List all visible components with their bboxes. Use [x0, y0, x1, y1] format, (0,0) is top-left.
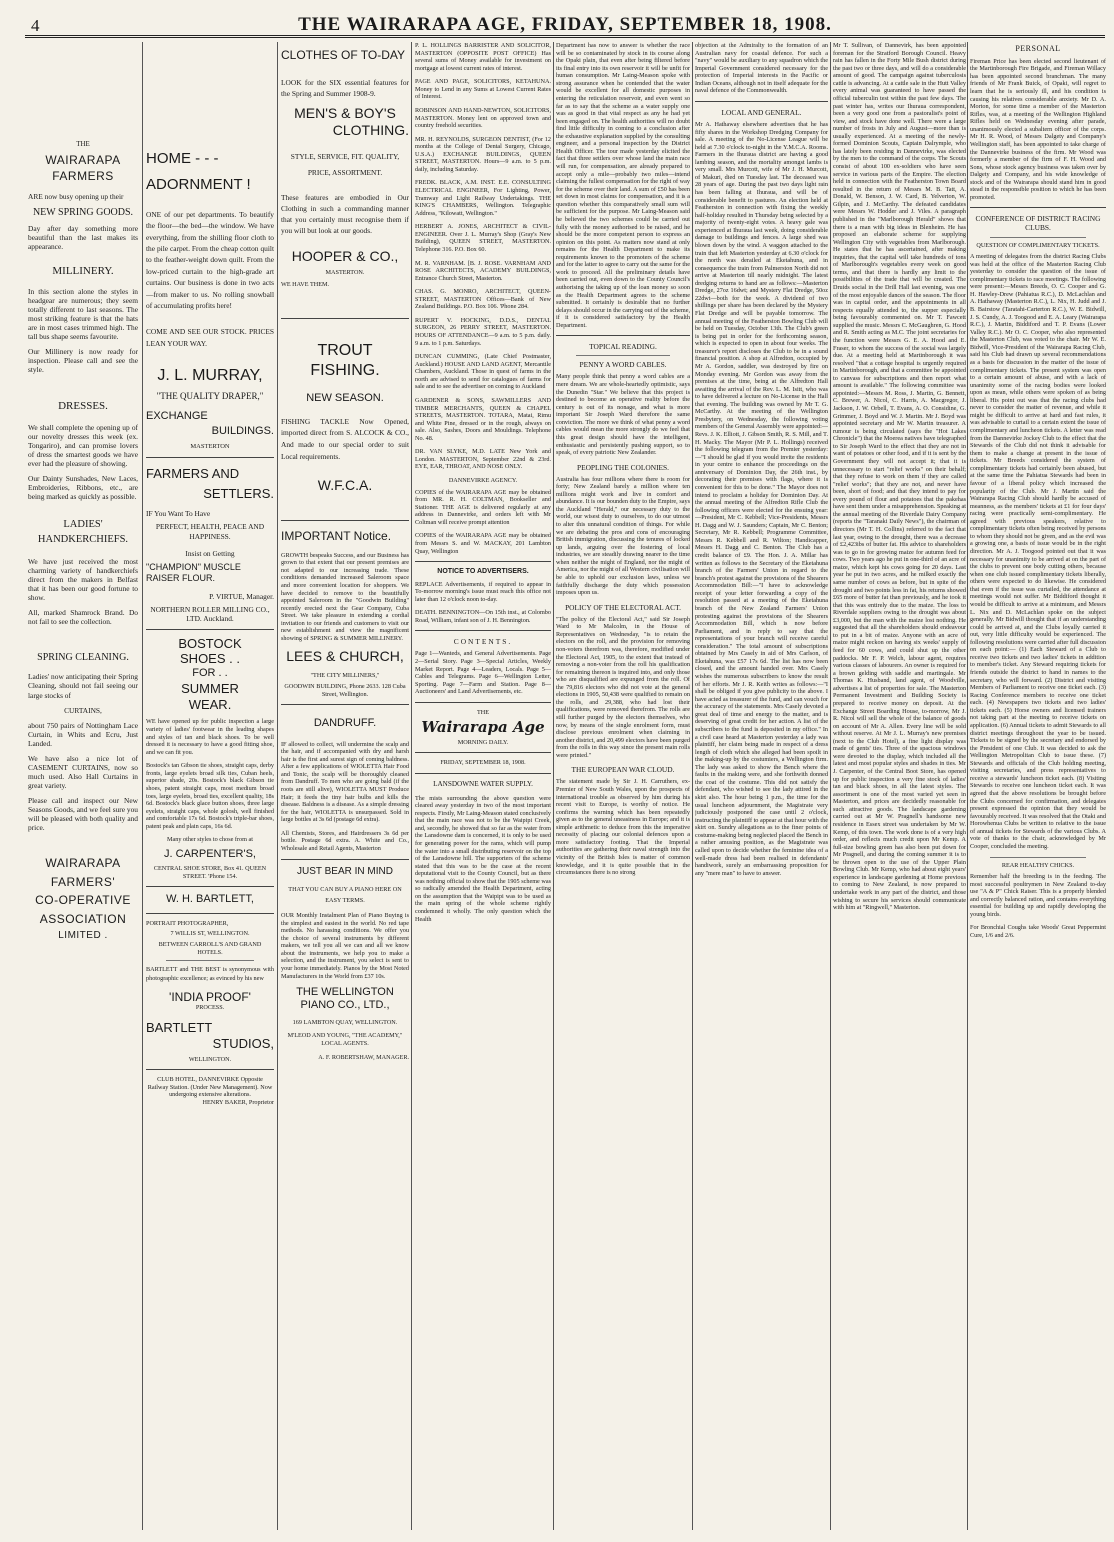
spring-cleaning-text: Ladies' now anticipating their Spring Cleaning, should not fail seeing our large stocks of	[28, 672, 138, 700]
divider	[281, 520, 409, 521]
peopling-heading: PEOPLING THE COLONIES.	[576, 462, 670, 472]
curtains-heading: CURTAINS,	[64, 705, 102, 715]
advert-heading-farmers: FARMERS	[52, 169, 114, 184]
war-cloud-heading: THE EUROPEAN WAR CLOUD.	[571, 765, 675, 775]
divider	[415, 702, 551, 703]
wellington-piano-co: THE WELLINGTON PIANO CO., LTD.,	[296, 986, 394, 1012]
mleod-young: M'LEOD AND YOUNG, "THE ACADEMY," LOCAL AGENTS.	[287, 1032, 403, 1048]
quality-draper: "THE QUALITY DRAPER,"	[156, 391, 264, 402]
divider	[146, 1069, 274, 1070]
card-monro: CHAS. G. MONRO, ARCHITECT, QUEEN-STREET, MASTERTON Offices—Bank of New Zealand Buildings. P.O. Box 106. 'Phone 284.	[415, 288, 551, 311]
have-them: WE HAVE THEM.	[281, 280, 330, 288]
coop-name-1: WAIRARAPA	[45, 855, 121, 870]
clothes-heading: CLOTHES OF TO-DAY	[281, 48, 406, 62]
india-proof: 'INDIA PROOF'	[169, 989, 251, 1004]
column-local-general	[695, 42, 828, 1530]
millinery-text: In this section alone the styles in headgear are numerous; they seem totally different to last seasons. The most striking feature is that the hats are in most cases trimmed high. The tall bus shape seems favourite.	[28, 286, 138, 341]
divider	[281, 859, 409, 860]
coop-name-4: ASSOCIATION	[39, 911, 127, 926]
exchange-label: EXCHANGE	[146, 409, 208, 422]
peopling-text: Australia has four millions where there is room for forty; New Zealand barely a million where ten millions might work and live in comfort and abundance. It is our bounden duty to the Empire, says the Auckland "Herald," our necessary duty to the world, our wisest duty to ourselves, to do our utmost to alter this unnatural condition of things. For while we are debating the pros and cons of encouraging British immigration, discussing the tenures of locked up lands, arguing over the fostering of local industries, we are steadily drawing nearer to the time when neither the might of England, nor the might of America, nor the might of all Western civilisation will be able to uphold our exclusion laws, unless we faithfully discharge the duty which possession imposes upon us.	[556, 475, 690, 597]
chicks-heading: REAR HEALTHY CHICKS.	[1001, 861, 1075, 869]
column-professional-cards	[415, 42, 551, 1530]
page-number: 4	[31, 16, 40, 35]
card-van-slyke: DR. VAN SLYKE, M.D. LATE New York and London. MASTERTON, September 22nd & 23rd. EYE, EAR, THROAT, AND NOSE ONLY.	[415, 448, 551, 471]
buy-piano: THAT YOU CAN BUY A PIANO HERE ON EASY TERMS.	[288, 885, 402, 904]
divider	[146, 629, 274, 630]
goodwin-building: GOODWIN BUILDING, Phone 2633. 128 Cuba Street, Wellington.	[284, 683, 406, 698]
personal-heading: PERSONAL	[1015, 44, 1061, 53]
willis-street: 7 WILLIS ST, WELLINGTON.	[170, 930, 250, 938]
issue-date: FRIDAY, SEPTEMBER 18, 1908.	[440, 759, 526, 767]
intro-text: ARE now busy opening up their	[28, 191, 124, 201]
card-reynolds: MR. H. REYNOLDS, SURGEON DENTIST, (For 12 months at the College of Dental Surgery, Chicago, U.S.A.) EXCHANGE BUILDINGS, QUEEN STREET, MASTERTON. Hours—9 a.m. to 5 p.m. daily, including Saturday.	[415, 135, 551, 173]
card-varnham: M. R. VARNHAM. [B. J. ROSE. VARNHAM AND ROSE ARCHITECTS, ACADEMY BUILDINGS, Entrance Church Street, Masterton.	[415, 259, 551, 282]
divider	[415, 773, 551, 774]
conference-heading: CONFERENCE OF DISTRICT RACING CLUBS.	[975, 214, 1101, 233]
electoral-heading: POLICY OF THE ELECTORAL ACT.	[565, 602, 681, 612]
millinery-text-2: Our Millinery is now ready for inspection. Please call and see the style.	[28, 346, 138, 374]
monthly-plan-text: OUR Monthly Instalment Plan of Piano Buying is the simplest and easiest in the world. No red tape methods. No harassing conditions. We offer you the choice of several instruments by different makers, we tell you all we can and all we know about the instruments, we help you to make a selection, and the instrument, you select is sent to your home immediately. Pianos by the Most Noted Manufacturers in the World from £37 10s.	[281, 912, 409, 980]
column-rule	[277, 42, 278, 1530]
chicks-text: Remember half the breeding is in the feeding. The most successful poultrymen in New Zealand to-day use "A & P" Chick Raiser. This is a properly blended and correctly balanced ration, and contains everything essential for building up and rapidly developing the young birds.	[970, 873, 1106, 918]
wfca-label: W.F.C.A.	[317, 477, 373, 494]
dandruff-text: IF allowed to collect, will undermine the scalp and the hair, and if accompanied with dry and harsh hair is the first and surest sign of coming baldness. After a few applications of WIOLETTA Hair Food and Tonic, the scalp will be thoroughly cleaned from Dandruff. To men who are going bald (if the roots are still alive), WIOLETTA MUST Produce Hair; it feeds the tiny hair bulbs and kills the disease. Baldness is a disease. As a simple dressing for the hair, WIOLETTA is unsurpassed. Sold in large bottles at 3s 6d (postage 6d extra).	[281, 740, 409, 824]
growth-text: GROWTH bespeaks Success, and our Business has grown to that extent that our present premises are not adapted to our increasing trade. These conditions demanded increased Saleroom space and more convenient location for shoppers. We have decided to remove to the beautifully appointed Saleroom in the "Goodwin Building" recently erected next the Gear Company, Cuba Street. We take pleasure in extending a cordial invitation to our friends and customers to visit our new establishment and view the magnificent showing of SPRING & SUMMER MILLINERY.	[281, 551, 409, 642]
newspaper-title: THE WAIRARAPA AGE, FRIDAY, SEPTEMBER 18, 1908.	[298, 14, 832, 35]
spring-goods-heading: NEW SPRING GOODS.	[32, 206, 134, 218]
robertshaw-manager: A. F. ROBERTSHAW, MANAGER.	[318, 1053, 409, 1061]
card-cumming: DUNCAN CUMMING, (Late Chief Postmaster, Auckland.) HOUSE AND LAND AGENT, Mercantile Chambers, Auckland. Those in quest of farms in the north are advised to send for catalogues of farms for sale and to see the advertiser on coming to Auckland	[415, 353, 551, 391]
process-label: PROCESS.	[195, 1004, 225, 1012]
bostock-heading-2: SHOES . .	[180, 651, 240, 667]
editorial-continued: Department has now to answer is whether the race will be so contaminated by stock in its course along the Opaki plain, that even after being filtered before its final entry into its own reservoir it will be unfit for human consumption. Mr Laing-Meason spoke with strong assurance when he contended that the water would be excellent for all domestic purposes in entering the reticulation reservoir, and even went so far as to say that the scheme as a water supply one was as good in that vital respect as any he had yet been engaged on. The health authorities will no doubt find little difficulty in coming to a conclusion after the exhaustive explanation supplied by the consulting engineer, and a personal inspection by the District Health Officer. The tour made yesterday elicited the fact that three settlers over whose land the main race will run, for compensation, are already prepared to accept only a mile—probably two miles—intend claiming the fullest compensation for the right of way for the scheme over their land. A sum of £50 has been set down in most claims for compensation, and it is a question whether this comparatively small sum will be sufficient for the purpose. Mr Laing-Meason said he believed the two schemes could be carried out fully with the money authorised to be raised, and he should be the more competent person to express an opinion on this point. As matters now stand at only remains for the Health Department to make its requirements known to the promoters of the scheme and for the latter to agree to carry out the same for the work to proceed. All the preliminary details have been carried out, even down to the County Council's authorising the taking up of the loan money so soon as the Health Department agrees to the scheme submitted. It certainly is desirable that no further delays should occur in the carrying out of the scheme, if it is considered satisfactory by the Health Department.	[556, 42, 690, 329]
column-clothing-adverts	[281, 42, 409, 1530]
farmers-heading: FARMERS AND	[146, 465, 240, 481]
war-cloud-continued: objection at the Admiralty to the formation of an Australian navy for coastal defence. For such a "navy" would be auxiliary to any squadron which the Imperial Government considered necessary for the protection of Imperial interests in the Pacific or Indian Oceans, although not in itself adequate for the naval defence of the Commonwealth.	[695, 42, 828, 95]
divider	[695, 101, 828, 102]
new-season: NEW SEASON.	[306, 392, 384, 405]
war-cloud-text: The statement made by Sir J. H. Carruthers, ex-Premier of New South Wales, upon the prospects of international trouble as observed by him during his recent visit to Europe, is worthy of notice. He confirms the warning which has been repeatedly given as to the general uneasiness in Europe; and it is simple arithmetic to deduce from this the imperative necessity of placing our colonial defences upon a more satisfactory footing. That the Imperial authorities are gathering their naval strength into the vicinity of the British Isles is matter of common knowledge, and it is quite possible that in the circumstances there is no strong	[556, 778, 690, 877]
fishing-heading: FISHING.	[310, 361, 380, 379]
bostock-heading-3: FOR . .	[192, 667, 228, 680]
column-rule	[411, 42, 412, 1530]
carpenter-name: J. CARPENTER'S,	[164, 847, 256, 860]
casement-text: We have also a nice lot of CASEMENT CURTAINS, now so much used. Also Hall Curtains in great variety.	[28, 753, 138, 790]
divider	[990, 857, 1086, 858]
complimentary-tickets-heading: QUESTION OF COMPLIMENTARY TICKETS.	[976, 241, 1100, 249]
contents-heading: CONTENTS.	[453, 637, 513, 647]
coop-name-5: LIMITED .	[58, 930, 108, 942]
virtue-manager: P. VIRTUE, Manager.	[209, 591, 274, 601]
studios-heading-1: BARTLETT	[146, 1019, 213, 1035]
penny-cables-text: Many people think that penny a word cables are a mere dream. We are whole-heartedly optimistic, says the Dunedin "Star." We believe that this project is destined to become an operative reality before the century is out of its nonage, and what is more important Sir Joseph Ward therefore the same conviction. The more we think of what penny a word cables would mean the more strongly do we feel that this great design should have the intelligent, enthusiastic and persistently pushing support, so to speak, of every patriotic New Zealander.	[556, 373, 690, 457]
card-hollings: P. L. HOLLINGS BARRISTER AND SOLICITOR, MASTERTON (OPPOSITE POST OFFICE) Has several sums of Money available for investment on mortgage at lowest current rates of interest.	[415, 42, 551, 72]
look-text: LOOK for the SIX essential features for the Spring and Summer 1908-9.	[281, 77, 409, 98]
lambton-quay: 169 LAMBTON QUAY, WELLINGTON.	[292, 1018, 398, 1026]
divider	[281, 704, 409, 705]
column-rule	[553, 42, 554, 1530]
local-general-continued: Mr T. Sullivan, of Dannevirk, has been appointed foreman for the Stratford Borough Council. Heavy rain has fallen in the Forty Mile Bush district during the past two or three days, and will do a considerable amount of good. The campaign against tuberculosis cattle is advancing. At a cattle sale in the Hutt Valley every animal was guaranteed to have passed the official tuberculin test within the past few days. The past winter has, writes our Ihuraua correspondent, been a very good one from a pastoralist's point of view, and stock have done well. There were a large number of frosts in July and August—more than is usually experienced. At a meeting of the newly-formed Dominion Scouts, Captain Dalrymple, who has lately been residing in Dannevirke, was elected by the men to the command of the corps. The Scouts consist of about 100 ex-soldiers who have seen service in various parts of the Empire. The election held in connection with the Featherston Town Board resulted in the return of Messrs M. B. Tatt, A. Donald, W. Benson, J. W. Card, B. Yelverton, W. Gilpin, and J. McCarthy. The defeated candidates were Messrs W. Hodder and J. Viles. A paragraph published in the "Marlborough Herald" shows that there is a man with big ideas in Blenheim. He has proposed an elaborate scheme for supplying Wellington City with vegetables from Marlborough. He states that he has ascertained, after making inquiries, that the capital will take hundreds of tons of Marlborough's vegetables every week on good terms, and that there is hardly any limit to the possibilities of the trade that will be created. The Druids social in the Drill Hall last evening, was one of the most enjoyable dances of the season. The floor was in capital order, and the appointments in all respects equally attended to, the supper especially being favourably commented on. Mr T. Fawcett supplied the music. Messrs C. McGaughren, G. Hood and R. Smith acting as M.C. The joint secretaries for the function were Messrs G. E. A. Hood and E. Fraser, to whom the success of the social was largely due. At a meeting held at Martinborough it was resolved "that a cottage hospital is urgently required in Martinborough, and that a committee be appointed to canvass for subscriptions and then report what amount is available." The following committee was appointed:—Messrs M. Ross, J. Martin, G. Bennett, C. Brewer, A. Nicol, C. Harris, A. Macgregor, J. Jackson, J. W. Orbell, T. Evans, A. O. Considine, G. Grimmer, J. Boyd and W. J. Martin. Mr J. Boyd was appointed secretary and Mr W. Martin treasurer. A rumour is being circulated (says the "Hot Lakes Chronicle") that the Moerea natives have telegraphed to Sir Joseph Ward to the effect that they are not in want of potatoes or other food, and if it is sent by the Government they will not accept it; that it is unnecessary to start "relief works" on their behalf; that they refuse to work on them if they are called "relief works"; that they are not, and never have been, short of food; and that they intend to pay for every pound of flour and potatoes that the pakehas have sent them under a misapprehension. Speaking at the annual meeting of the Riverdale Dairy Company (reports the "Taranaki Daily News"), the chairman of directors (Mr T. H. Collins) referred to the fact that last year, owing to the drought, there was a decrease of £2,423ibs of butter fat. His advice to shareholders was to go in for growing maize for autumn feed for cows. Two years ago he put in one-third of an acre of maize, which kept his cows going for 20 days. Last year he put in two acres, and he milked exactly the same number of cows as before, but in spite of the drought and two points less in fat, his returns showed £65 more of butter fat than previously, and he took it that this was entirely due to the maize. The loss to Riverdale suppliers owing to the drought was about £3,000, but the man with the maize lost nothing. He suggested that all the shareholders should endeavour to put in a bit of maize. Anyone with an acre of maize might reckon on having six weeks' supply of feed for 60 cows, and could shut up the other paddocks. Mr F. P. Welch, labour agent, requires various classes of labourers. An owner is required for a brown gelding with saddle and martingale. Mr Thomas K. Husband, land agent, of Woodville, advertises a list of properties for sale. The Masterton Permanent Investment and Building Society is prepared to receive money on deposit. At the Exchange Street Boarding House, to-morrow, Mr J. R. Nicol will sell the whole of the balance of goods on account of Mr A. Allen. Every line will be sold without reserve. At Mr J. L. Murray's new premises (next to the Club Hotel), a fine light display was made of gents' ties. Three of the spacious windows were devoted to the display, which included all the latest and most popular styles and shades in ties. Mr J. Carpenter, of the Central Boot Store, has opened up for public inspection a very fine stock of ladies' tan and black shoes, in all the latest styles. The assortment is one of the most varied yet seen in Masterton, and prices are decidedly reasonable for such attractive goods. The landscape gardening carried out at Mr W. Pragnell's handsome new residence in Essex street was undertaken by Mr W. Kemp, of this town. The work done is of a very high order, and reflects much credit upon Mr Kemp. A full-size bowling green has also been put down for Mr Pragnell, and during the coming summer it is to be thrown open to the use of the Upper Plain Bowling Club. Mr Kemp, who had about eight years' experience in landscape gardening at Home previous to coming to New Zealand, is now prepared to undertake work in any part of the district, and those wishing to secure his services should communicate with him at "Ringwell," Masterton.	[833, 42, 966, 912]
studios-location: WELLINGTON.	[188, 1055, 232, 1063]
murray-location: MASTERTON	[190, 442, 230, 450]
embodied-text: These features are embodied in Our Clothing in such a commanding manner that you certainly must recognise them if you will but look at our goods.	[281, 192, 409, 235]
copies-coltman: COPIES of the WAIRARAPA AGE may be obtained from MR. R. H. COLTMAN, Bookseller and Stationer. THE AGE is delivered regularly at any address in Dannevirke, and orders left with Mr Coltman will receive prompt attention	[415, 488, 551, 526]
portrait-photographer: PORTRAIT PHOTOGRAPHER,	[146, 919, 229, 927]
card-black: FREDK. BLACK, A.M. INST. E.E. CONSULTING ELECTRICAL ENGINEER, For Lighting, Power, Tramway and Light Railway Undertakings. THE KING'S CHAMBERS, Wellington. Telegraphic Address, "Kilowatt, Wellington."	[415, 179, 551, 217]
bartlett-best: BARTLETT and THE BEST is synonymous with photographic excellence; as evinced by his new	[146, 966, 274, 983]
card-gardener: GARDENER & SONS, SAWMILLERS AND TIMBER MERCHANTS, QUEEN & CHAPEL STREETS, MASTERTON. TOTARA, Matai, Rimu and White Pine, dressed or in the rough, always on sale. Also, Sashes, Doors and Mouldings. Telephone No. 48.	[415, 396, 551, 442]
card-jones: HERBERT A. JONES, ARCHITECT & CIVIL-ENGINEER. Over J. L. Murray's Shop (Gray's New Building), QUEEN STREET, MASTERTON. Telephone 316. P.O. Box 60.	[415, 223, 551, 253]
divider	[556, 335, 690, 336]
penny-cables-heading: PENNY A WORD CABLES.	[579, 360, 667, 370]
important-notice-heading: IMPORTANT Notice.	[281, 529, 392, 544]
dresses-heading: DRESSES.	[58, 399, 108, 412]
local-general-heading: LOCAL AND GENERAL.	[721, 107, 802, 117]
divider	[146, 913, 274, 914]
column-rule	[967, 42, 968, 1530]
morning-daily: MORNING DAILY.	[457, 738, 509, 746]
come-and-see-text: COME AND SEE OUR STOCK. PRICES LEAN YOUR WAY.	[146, 326, 274, 348]
divider	[415, 752, 551, 753]
millinery-heading: MILLINERY.	[52, 265, 114, 278]
copies-mackay: COPIES of the WAIRARAPA AGE may be obtained from Messrs S. and W. MACKAY, 201 Lambton Quay, Wellington	[415, 532, 551, 555]
card-hocking: RUPERT V. HOCKING, D.D.S., DENTAL SURGEON, 26 PERRY STREET, MASTERTON. HOURS OF ATTENDANCE—9 a.m. to 5 p.m. daily. 9 a.m. to 1 p.m. Saturdays.	[415, 316, 551, 347]
buildings-label: BUILDINGS.	[211, 425, 274, 438]
hooper-location: MASTERTON.	[325, 269, 365, 277]
home-text: ONE of our pet departments. To beautify the floor—the bed—the window. We have everything, from the shilling floor cloth to the pile carpet. From the cheap cotton quilt to the feather-weight down quilt. From the low-priced curtain to the high-grade art curtains. Our business is done in two acts—from maker to us. No rolling snowball of accumulating profits here!	[146, 209, 274, 311]
card-robinson: ROBINSON AND HAND-NEWTON, SOLICITORS, MASTERTON. Money lent on approved town and country freehold securities.	[415, 106, 551, 130]
conference-text: A meeting of delegates from the district Racing Clubs was held at the office of the Masterton Racing Club yesterday to consider the question of the issue of complimentary tickets to race meetings. The following were present:—Messrs Breeds, O. C. Cooper and G. H. Hawley-Drew (Pahiatua R.C.), D. McLachlan and A. Hathaway (Masterton R.C.), L. Nix, H. Judd and J. B. Bairstow (Taratahi-Carterton R.C.), W. E. Bidwill, J. S. Cundy, A. J. Toogood and E. A. Leary (Wairarapa R.C.), J. Martin, Biddiford and T. P. Evans (Lower Valley R.C.). Mr O. C. Cooper, who also represented the Masterton Club, was voted to the chair. Mr W. E. Bidwill, Vice-President of the Wairarapa Racing Club, said his Club had drawn up several recommendations as a basis for discussion in the matter of the issue of complimentary tickets. The present system was open to a certain amount of abuse, and with a lack of unanimity some of the racing bodies were looked upon as mean, while others were spoken of as being liberal. His point out was that the racing clubs had never to consider the matter of revenue, and while it might be difficult to arrive at hard and fast rules, it was advisable to curtail to a certain extent the issue of complimentary and luncheon tickets. A letter was read from the Dannevirke Jockey Club to the effect that the Stewards of the Club did not think it advisable for them to make a change at present in the issue of tickets. Mr Breeds considered the system of complimentary tickets had certainly been abused, but at the same time the Pahiatua Stewards had been in favour of a liberal policy which increased the popularity of the Club. Mr J. Martin said the Wairarapa Racing Club should hardly be accused of meanness, as the members' tickets at £1 for four days' racing were practically semi-complimentary. He agreed with previous speakers, relative to complimentary tickets often being received by persons to whom they should not be given, and as the evil was a growing one, a basis of issue would be in the right direction. Mr A. J. Toogood pointed out that it was necessary for unanimity to be arrived at on the part of the clubs to prevent one body cutting others, because when one club issued complimentary tickets liberally, others were expected to do likewise. He considered that even if the issue was curtailed, the attendance at meetings would not suffer. Mr Biddiford thought it would be difficult to arrive at a minimum, and Messrs L. Nix and D. McLachlan spoke on the subject generally. Mr Bidwill thought that if an understanding could be arrived at, and the Clubs loyally carried it out, very little difficulty would be experienced. The following resolutions were carried after full discussion on each point:— (1) Each Steward of a Club to receive two tickets and two ladies' tickets in addition to member's ticket. Any Steward requiring tickets for friends outside the district to hand in names to the secretary, who will forward. (2) District and visiting Members of Parliament to receive one ticket each. (3) Racing Conference members to receive one ticket each. (4) Newspapers two tickets and two ladies' tickets each. (5) Horse owners and licensed trainers not taking part at the meeting to receive tickets on application. (6) Annual tickets to admit Stewards to all district meetings throughout the year to be issued. Tickets to be signed by the secretary and endorsed by the President of one Club. It was decided to ask the Wellington Metropolitan Club to issue these. (7) Stewards and officials of the Club holding meeting, visiting secretaries, and press representatives to receive a stewards' luncheon ticket each. (8) Visiting Stewards to receive one luncheon ticket each. It was agreed that the above resolutions be brought before the Clubs concerned for confirmation, and delegates present expressed the opinion that they would be favourably received. It was resolved that the Otaki and Horowhenua Clubs be written to relative to the issue of annual tickets for Stewards of the various Clubs. A vote of thanks to the chair, acknowledged by Mr Cooper, concluded the meeting.	[970, 253, 1106, 850]
lees-church: LEES & CHURCH,	[286, 648, 404, 665]
divider	[415, 561, 551, 562]
column-rule	[692, 42, 693, 1530]
insist-text: Insist on Getting	[185, 548, 235, 558]
coop-name-2: FARMERS'	[50, 874, 116, 889]
advert-heading-the: THE	[76, 140, 90, 148]
roller-milling: NORTHERN ROLLER MILLING CO., LTD. Auckland.	[150, 604, 270, 623]
city-milliners: "THE CITY MILLINERS,"	[310, 671, 380, 679]
bostock-heading-1: BOSTOCK	[178, 635, 242, 651]
perfect-text: PERFECT, HEALTH, PEACE AND HAPPINESS.	[155, 522, 265, 541]
column-personal-racing	[970, 42, 1106, 1530]
divider	[146, 457, 274, 458]
column-editorial	[556, 42, 690, 1530]
bostock-heading-5: WEAR.	[188, 696, 232, 712]
replace-text: REPLACE Advertisements, if required to appear in To-morrow morning's issue must reach this office not later than 12 o'clock noon to-day.	[415, 580, 551, 603]
coughs-text: For Bronchial Coughs take Woods' Great Peppermint Cure, 1/6 and 2/6.	[970, 924, 1106, 939]
bear-in-mind: JUST BEAR IN MIND	[297, 865, 393, 877]
personal-text: Fireman Price has been elected second lieutenant of the Martinborough Fire Brigade, and Fireman Willacy has been appointed second branchman. The many friends of Mr Frank Buick, of Opaki, will regret to learn that he is seriously ill, and his condition is causing his relatives considerable anxiety. Mr D. A. Morton, for some time a member of the Masterton Rifles, was, at a meeting of the Wellington Highland Rifles held on Wednesday evening after parade, unanimously elected a subaltern officer of the corps. Mr H. R. Wood, of Messrs Dalgety and Company's Wellington staff, has been appointed to take charge of the Dannevirke business of the firm. Mr Wood was formerly a member of the firm of F. H. Wood and Sons, whose stock agency business was taken over by Dalgety and Company, and his wide knowledge of stock and of the Wairarapa should stand him in good stead in the responsible position to which he has been promoted.	[970, 57, 1106, 201]
handkerchiefs-text: We have just received the most charming variety of handkerchiefs direct from the makers in Belfast that it has been our good fortune to show.	[28, 557, 138, 603]
nameplate-title: Wairarapa Age	[421, 718, 545, 737]
settlers-heading: SETTLERS.	[203, 485, 274, 501]
divider	[166, 960, 254, 961]
local-general-text: Mr A. Hathaway elsewhere advertises that he has fifty shares in the Workshop Dredging Company for sale. A meeting of the No-License League will be held at 7.30 o'clock to-night in the Y.M.C.A. Rooms. Farmers in the Ihuraua district are having a good lambing season, and the mortality amongst lambs is very small. Mrs Murcott, wife of Mr J. H. Murcott, of Makuri, died on Tuesday last. The deceased was 28 years of age. During the past two days light rain has been falling at Ihuraua, and will be of considerable benefit to pastures. An election held at Featherston in connection with fixing the weekly half-holiday resulted in Thursday being selected by a majority of twenty-eight votes. A heavy gale was experienced at Ihuraua last week, doing considerable damage to buildings and fences. A large shed was blown down by the wind. A waggon attached to the train that left Masterton yesterday at 6.30 o'clock for the north was derailed at Eketahuna, and in consequence the train from Palmerston North did not arrive at Masterton till nearly midnight. The latest dredging returns to hand are as follows:—Masterton Dredge, 27oz 16dwt; and Mystery Flat Dredge, 50oz 22dwt—both for the week. A dividend of two shillings per share has been declared by the Mystery Flat Dredge and will be payable tomorrow. The annual meeting of the Featherston Bowling Club will be held on Tuesday, October 13th. The Club's green is being put in order for the forthcoming season, which is expected to open in about four weeks. The treasurer's report discloses the Club to be in a sound financial position. A shop at Alfredton, occupied by Mr A. Gordon, saddler, was destroyed by fire on Monday evening. Mr Gordon was away from the premises at the time, being at the Alfredton Hall awaiting the arrival of the Rev. L. M. Isitt, who was to have delivered a lecture on No-License in the Hall that evening. The building was owned by Mr T. G. McCarthy. At the meeting of the Wellington Presbytery, on Wednesday, the following voting members of the General Assembly were appointed:—Revs. J. K. Elliott, J. Gibson Smith, R. S. Mill, and T. H. Macky. The Mayor (Mr P. L. Hollings) received the following telegram from the Premier yesterday:—"I should be glad if you would invite the residents in your centre to enhance the proceedings on the anniversary of Dominion Day, the 26th inst., by decorating their premises with flags, where it is convenient for this to be done." The Mayor does not intend to proclaim a holiday for Dominion Day. At the annual meeting of the Alfredton Rifle Club the following officers were elected for the ensuing year:—President, Mr C. Kebbell; Vice-Presidents, Messrs H. Dagg and W. J. Saunders; Captain, Mr C. Benton; Secretary, Mr R. Kebbell; Programme Committee, Messrs R. Kebbell and R. Wilton; Handicapper, Messrs H. Dagg and C. Benton. The Club has a credit balance of £9. The Hon. J. A. Millar has written as follows to the Secretary of the Eketahuna branch of the Farmers' Union in regard to the branch's protest against the provisions of the Shearers Accommodation Bill:—"I have to acknowledge receipt of your letter forwarding a copy of the resolution passed at a meeting of the Eketahuna branch of the New Zealand Farmers' Union protesting against the provisions of the Shearers Accommodation Bill, which is now before Parliament, and in reply to say that the representations of your branch will receive careful consideration." The total amount of subscriptions obtained by Mrs Casely in aid of Mrs Carlson, of Eketahuna, was £57 17s 6d. The list has now been closed, and the amount handed over. Mrs Casely wishes the numerous subscribers to know the result of her efforts. Mr J. R. Keith writes as follows:—"I shall be obliged if you give publicity to the above. I have acted as treasurer of the fund, and can vouch for the accuracy of the statements. Mrs Casely devoted a great deal of time and energy to the matter, and is deserving of great credit for her action. A list of the subscribers to the fund is deposited in my office." In a civil case heard at Masterton yesterday a lady was plaintiff, her claim being made in respect of a dress length of cloth which she alleged had been spoilt in the making-up by the costumiers, a Wellington firm. The lady was asked to show the Bench where the faults in the making were, and she forthwith donned the coat of the costume. This did not satisfy the defendant, who wished to see the lady attired in the skirt also. The hour being 1 p.m., the time for the usual luncheon adjournment, the Magistrate very judiciously postponed the case until 2 o'clock, instructing the plaintiff to appear at that hour with the skirt on. Sundry allegations as to the finer points of costume-making being neglected placed the Bench in a rather amusing position, as the Magistrate was called upon to decide whether the feminine idea of a well-made dress had been realised in defendants' handiwork, surely an embarrassing proposition for any "mere man" to have to answer.	[695, 120, 828, 877]
divider	[146, 886, 274, 887]
masthead	[25, 8, 1105, 38]
other-styles: Many other styles to chose from at	[167, 836, 253, 844]
bostock-heading-4: SUMMER	[181, 680, 239, 696]
spring-goods-text: Day after day something more beautiful than the last makes its appearance.	[28, 224, 138, 252]
notice-advertisers: NOTICE TO ADVERTISERS.	[437, 568, 529, 576]
death-notice: DEATH. BENNINGTON—On 15th inst., at Colombo Road, William, infant son of J. H. Bennington.	[415, 609, 551, 624]
bostock-list: Bostock's tan Gibson tie shoes, straight caps, derby fronts, large eyelets broad silk ties, Cuban heels, superior shade, 20s. Bostock's black Gibson tie shoes, patent straight caps, most medium broad toes, large eyelets, broad ties, excellent quality, 18s 6d. Bostock's black glace button shoes, three large eyelets, straight caps, whole golosh, well finished and comfortable 17s 6d. Bostock's triple-bar shoes, patent peak and plain caps, 16s 6d.	[146, 762, 274, 830]
home-heading: HOME - - -	[146, 150, 219, 167]
chemists-text: All Chemists, Stores, and Hairdressers 3s 6d per bottle. Postage 6d extra. A. White and Co., Wholesale and Retail Agents, Masterton	[281, 829, 409, 852]
handkerchiefs-text-2: All, marked Shamrock Brand. Do not fail to see the collection.	[28, 608, 138, 627]
trout-heading: TROUT	[317, 342, 373, 360]
divider	[990, 237, 1086, 238]
hooper-name: HOOPER & CO.,	[291, 248, 399, 264]
coop-name-3: CO-OPERATIVE	[35, 893, 131, 908]
contents-list: Page 1—Wanteds, and General Advertisements. Page 2—Serial Story. Page 3—Special Articles, Weekly Market Report. Page 4—Leaders, Locals. Page 5—Cables and Telegrams. Page 6—Wellington Letter, Sporting. Page 7—Farm and Station. Page 8—Auctioneers' and Land Advertisements, etc.	[415, 650, 551, 696]
club-hotel-text: CLUB HOTEL, DANNEVIRKE Opposite Railway Station. (Under New Management). Now undergoing extensive alterations.	[147, 1076, 273, 1099]
electoral-text: "The policy of the Electoral Act," said Sir Joseph Ward to Mr Malcolm, in the House of Representatives on Wednesday, "is to retain the electors on the roll, and the provision for removing non-voters therefrom was, therefore, modified under the Electoral Act, 1905, to the extent that instead of removing a non-voter from the roll his qualification for remaining thereon is inquired into, and only those who are disqualified are expunged from the roll. Of the 79,816 electors who did not vote at the general elections in 1905, 50,438 were qualified to remain on the rolls, and 29,388, who had lost their qualifications, were removed therefrom. The rolls are still further purged by the electors themselves, who now, by means of the single enrolment form, must disclose previous enrolment when claiming in another district, and 20,499 electors have been purged from the rolls in this way since the present main rolls were printed."	[556, 615, 690, 759]
want-text: IF You Want To Have	[146, 509, 211, 519]
dannevirke-agency: DANNEVIRKE AGENCY.	[448, 477, 518, 484]
spring-cleaning-heading: SPRING CLEANING.	[37, 652, 129, 664]
divider	[281, 318, 409, 319]
column-local-general-continued	[833, 42, 966, 1530]
central-shoe-store: CENTRAL SHOE STORE, Box 41. QUEEN STREET. 'Phone 154.	[153, 865, 267, 880]
style-service: STYLE, SERVICE, FIT. QUALITY, PRICE, ASSORTMENT.	[290, 152, 400, 178]
card-page: PAGE AND PAGE, SOLICITORS, KETAHUNA. Money to Lend in any Sums at Lowest Current Rates of Interest.	[415, 78, 551, 101]
adornment-heading: ADORNMENT !	[146, 176, 251, 194]
dresses-text: We shall complete the opening up of our novelty dresses this week (ex. Tongariro), and can promise lovers of dress the smartest goods we have ever had the pleasure of showing.	[28, 423, 138, 469]
divider	[576, 355, 670, 356]
topical-heading: TOPICAL READING.	[589, 342, 657, 352]
between-hotels: BETWEEN CARROLL'S AND GRAND HOTELS.	[158, 940, 262, 956]
column-drapers-adverts	[146, 42, 274, 1530]
dresses-text-2: Our Dainty Sunshades, New Laces, Embroideries, Ribbons, etc., are being marked as quickly as possible.	[28, 474, 138, 502]
bostock-text: WE have opened up for public inspection a large variety of ladies' footwear in the leading shapes and styles of tan and black shoes. To be well dressed it is necessary to have a good fitting shoe, and we can fit you.	[146, 718, 274, 756]
bartlett-name: W. H. BARTLETT,	[166, 893, 254, 906]
column-farmers-advert	[28, 42, 138, 1530]
dandruff-heading: DANDRUFF.	[313, 717, 377, 730]
studios-heading-2: STUDIOS,	[212, 1035, 274, 1051]
murray-name: J. L. MURRAY,	[157, 366, 263, 384]
handkerchiefs-heading-1: LADIES'	[63, 519, 103, 531]
henry-baker: HENRY BAKER, Proprietor	[202, 1098, 274, 1106]
column-rule	[142, 42, 143, 1530]
fishing-tackle-text: FISHING TACKLE Now Opened, imported direct from S. ALCOCK & CO., And made to our special order to suit Local requirements.	[281, 416, 409, 462]
handkerchiefs-heading-2: HANDKERCHIEFS.	[37, 534, 129, 546]
clothing-heading: CLOTHING.	[332, 121, 409, 138]
divider	[415, 630, 551, 631]
nameplate-the: THE	[476, 708, 490, 716]
champion-flour: "CHAMPION" MUSCLE RAISER FLOUR.	[146, 561, 241, 583]
lansdowne-heading: LANSDOWNE WATER SUPPLY.	[433, 779, 533, 788]
curtains-text: about 750 pairs of Nottingham Lace Curtain, in Whits and Ecru, Just Landed.	[28, 720, 138, 748]
column-rule	[830, 42, 831, 1530]
inspect-text: Please call and inspect our New Seasons Goods, and we feel sure you will be pleased with both quality and price.	[28, 795, 138, 832]
advert-heading-wairarapa: WAIRARAPA	[45, 152, 121, 167]
divider	[970, 207, 1106, 208]
mens-heading: MEN'S & BOY'S	[294, 104, 396, 121]
lansdowne-text: The mists surrounding the above question were cleared away yesterday in two of the most important respects. Firstly, Mr Laing-Meason stated conclusively that the main race was not to be the Waipipi Creek, and, secondly, he showed that so far as the water from the Lansdowne dam is concerned, it is only to be used for generating power for the rams, which will pump the water into a small distributing reservoir on the top of the Lansdowne hill. The supporters of the scheme stated that this was to be the case at the recent deputational visit to the County Council, but as there was nothing official to show that the 1905 scheme was so radically amended the Health Department, acting on the assumption that the Waipipi was to be used as the main spring of the whole scheme rightly condemned it wholly. The only question which the Health	[415, 794, 551, 923]
